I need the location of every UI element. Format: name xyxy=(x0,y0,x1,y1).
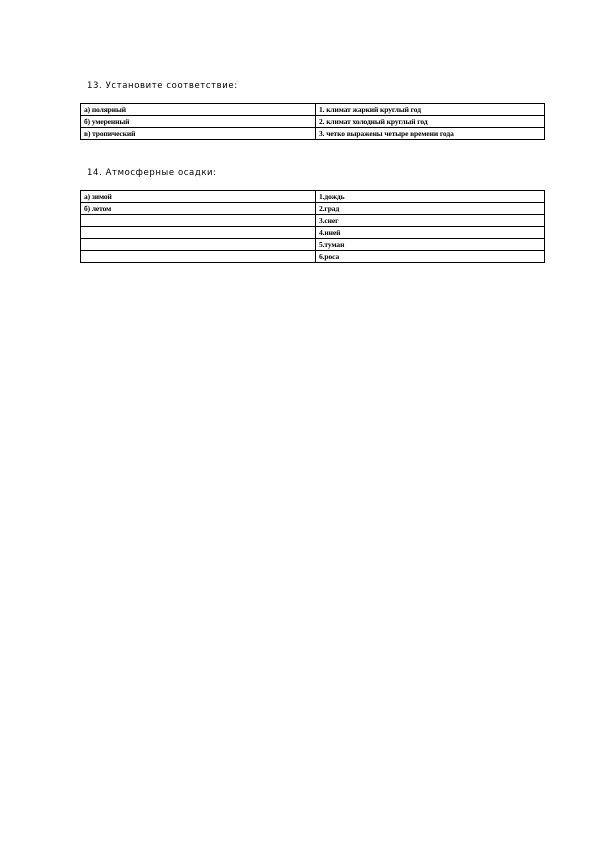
table-row xyxy=(81,128,545,140)
table-row xyxy=(81,215,545,227)
question-13-title: 13. Установите соответствие: xyxy=(87,81,238,91)
table-cell-right: 5.туман xyxy=(316,239,545,251)
table-cell-left xyxy=(81,239,316,251)
table-row xyxy=(81,251,545,263)
table-cell-right: 6.роса xyxy=(316,251,545,263)
table-cell-right: 3. четко выражены четыре времени года xyxy=(316,128,545,140)
table-cell-right: 2.град xyxy=(316,203,545,215)
question-14-table xyxy=(80,190,545,263)
table-cell-left: в) тропический xyxy=(81,128,316,140)
table-row xyxy=(81,227,545,239)
table-cell-right: 3.снег xyxy=(316,215,545,227)
table-cell-left xyxy=(81,227,316,239)
table-cell-left: б) умеренный xyxy=(81,116,316,128)
table-cell-left xyxy=(81,251,316,263)
table-row xyxy=(81,239,545,251)
table-cell-right: 2. климат холодный круглый год xyxy=(316,116,545,128)
table-cell-left xyxy=(81,215,316,227)
table-cell-right: 4.иней xyxy=(316,227,545,239)
question-13-table xyxy=(80,103,545,140)
table-cell-right: 1. климат жаркий круглый год xyxy=(316,104,545,116)
table-cell-left: а) зимой xyxy=(81,191,316,203)
table-row xyxy=(81,191,545,203)
table-row xyxy=(81,116,545,128)
table-cell-left: б) летом xyxy=(81,203,316,215)
table-cell-right: 1.дождь xyxy=(316,191,545,203)
question-14-title: 14. Атмосферные осадки: xyxy=(87,168,217,178)
table-row xyxy=(81,203,545,215)
table-cell-left: а) полярный xyxy=(81,104,316,116)
table-row xyxy=(81,104,545,116)
